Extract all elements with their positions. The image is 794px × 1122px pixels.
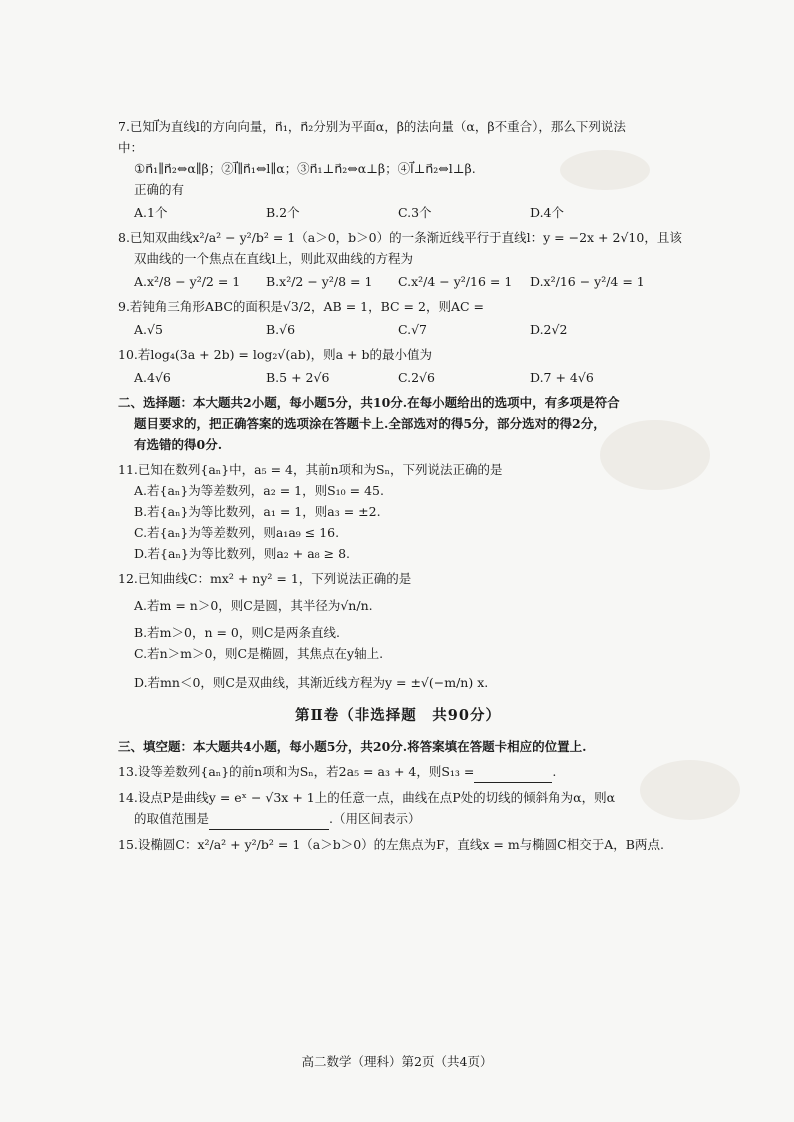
q7-option-c: C.3个 [398,205,432,220]
q7-option-d: D.4个 [530,205,565,220]
q10-options [118,367,678,388]
q13-end: . [552,764,557,779]
q12-option-a: A.若m = n＞0，则C是圆，其半径为√n/n. [134,598,373,613]
q7-option-a: A.1个 [134,205,168,220]
q8-option-c: C.x²/4 − y²/16 = 1 [398,274,513,289]
q14-line2-suffix: .（用区间表示） [329,811,421,826]
q12-stem: 12.已知曲线C：mx² + ny² = 1，下列说法正确的是 [118,571,412,586]
q12-option-c: C.若n＞m＞0，则C是椭圆，其焦点在y轴上. [134,646,384,661]
q8-stem-line2: 双曲线的一个焦点在直线l上，则此双曲线的方程为 [134,251,413,266]
q10-option-a: A.4√6 [134,370,171,385]
page-footer: 高二数学（理科）第2页（共4页） [301,1054,493,1069]
q11-option-a: A.若{aₙ}为等差数列，a₂ = 1，则S₁₀ = 45. [134,483,384,498]
q11-option-d: D.若{aₙ}为等比数列，则a₂ + a₈ ≥ 8. [134,546,351,561]
question-13 [118,761,678,783]
q10-stem: 10.若log₄(3a + 2b) = log₂√(ab)，则a + b的最小值为 [118,347,432,362]
section-2-heading [118,392,678,455]
q10-option-d: D.7 + 4√6 [530,370,594,385]
q12-option-b: B.若m＞0，n = 0，则C是两条直线. [134,625,340,640]
q10-option-b: B.5 + 2√6 [266,370,330,385]
q7-options [118,202,678,223]
q12-option-d: D.若mn＜0，则C是双曲线，其渐近线方程为y = ±√(−m/n) x. [134,675,489,690]
section-3-heading [118,736,678,757]
q13-stem: 13.设等差数列{aₙ}的前n项和为Sₙ，若2a₅ = a₃ + 4，则S₁₃ = [118,764,475,779]
section-3-line1: 三、填空题：本大题共4小题，每小题5分，共20分.将答案填在答题卡相应的位置上. [118,739,587,754]
q8-stem-line1: 8.已知双曲线x²/a² − y²/b² = 1（a＞0，b＞0）的一条渐近线平行于直线l：y = −2x + 2√10，且该 [118,230,682,245]
q14-line2 [118,808,678,830]
q8-options [118,271,678,292]
q7-stem-line1: 7.已知l⃗为直线l的方向向量，n⃗₁，n⃗₂分别为平面α，β的法向量（α，β不重合），那么下列说法 [118,119,626,134]
question-10 [118,344,678,388]
question-9 [118,296,678,340]
question-11 [118,459,678,564]
exam-content [118,112,682,855]
question-8 [118,227,682,292]
question-14 [118,787,678,830]
q8-option-d: D.x²/16 − y²/4 = 1 [530,274,645,289]
q9-option-a: A.√5 [134,322,163,337]
q9-options [118,319,678,340]
q15-stem: 15.设椭圆C：x²/a² + y²/b² = 1（a＞b＞0）的左焦点为F，直线x = m与椭圆C相交于A，B两点. [118,837,664,852]
q14-line1: 14.设点P是曲线y = eˣ − √3x + 1上的任意一点，曲线在点P处的切线的倾斜角为α，则α [118,790,616,805]
q7-option-b: B.2个 [266,205,300,220]
q9-option-d: D.2√2 [530,322,568,337]
section-2-line1: 二、选择题：本大题共2小题，每小题5分，共10分.在每小题给出的选项中，有多项是符合 [118,395,620,410]
q8-option-a: A.x²/8 − y²/2 = 1 [134,274,241,289]
q11-option-c: C.若{aₙ}为等差数列，则a₁a₉ ≤ 16. [134,525,340,540]
q7-stem-line2: 中： [118,140,144,155]
q14-line2-prefix: 的取值范围是 [134,811,210,826]
q9-option-c: C.√7 [398,322,428,337]
question-7 [118,116,678,223]
q14-answer-blank [209,808,329,830]
q7-stem-line4: 正确的有 [134,182,185,197]
q7-statements: ①n⃗₁∥n⃗₂⇔α∥β；②l⃗∥n⃗₁⇔l∥α；③n⃗₁⊥n⃗₂⇔α⊥β；④l⃗⊥n⃗₂⇔l⊥β. [134,161,476,176]
question-15 [118,834,678,855]
q11-option-b: B.若{aₙ}为等比数列，a₁ = 1，则a₃ = ±2. [134,504,381,519]
q9-stem: 9.若钝角三角形ABC的面积是√3/2，AB = 1，BC = 2，则AC = [118,299,484,314]
q13-answer-blank [474,761,552,783]
section-2-line3: 有选错的得0分. [134,437,223,452]
q8-option-b: B.x²/2 − y²/8 = 1 [266,274,373,289]
part-2-title: 第Ⅱ卷（非选择题 共90分） [295,707,501,724]
q9-option-b: B.√6 [266,322,296,337]
section-2-line2: 题目要求的，把正确答案的选项涂在答题卡上.全部选对的得5分，部分选对的得2分， [134,416,606,431]
q11-stem: 11.已知在数列{aₙ}中，a₅ = 4，其前n项和为Sₙ，下列说法正确的是 [118,462,503,477]
question-12 [118,568,678,693]
q10-option-c: C.2√6 [398,370,435,385]
